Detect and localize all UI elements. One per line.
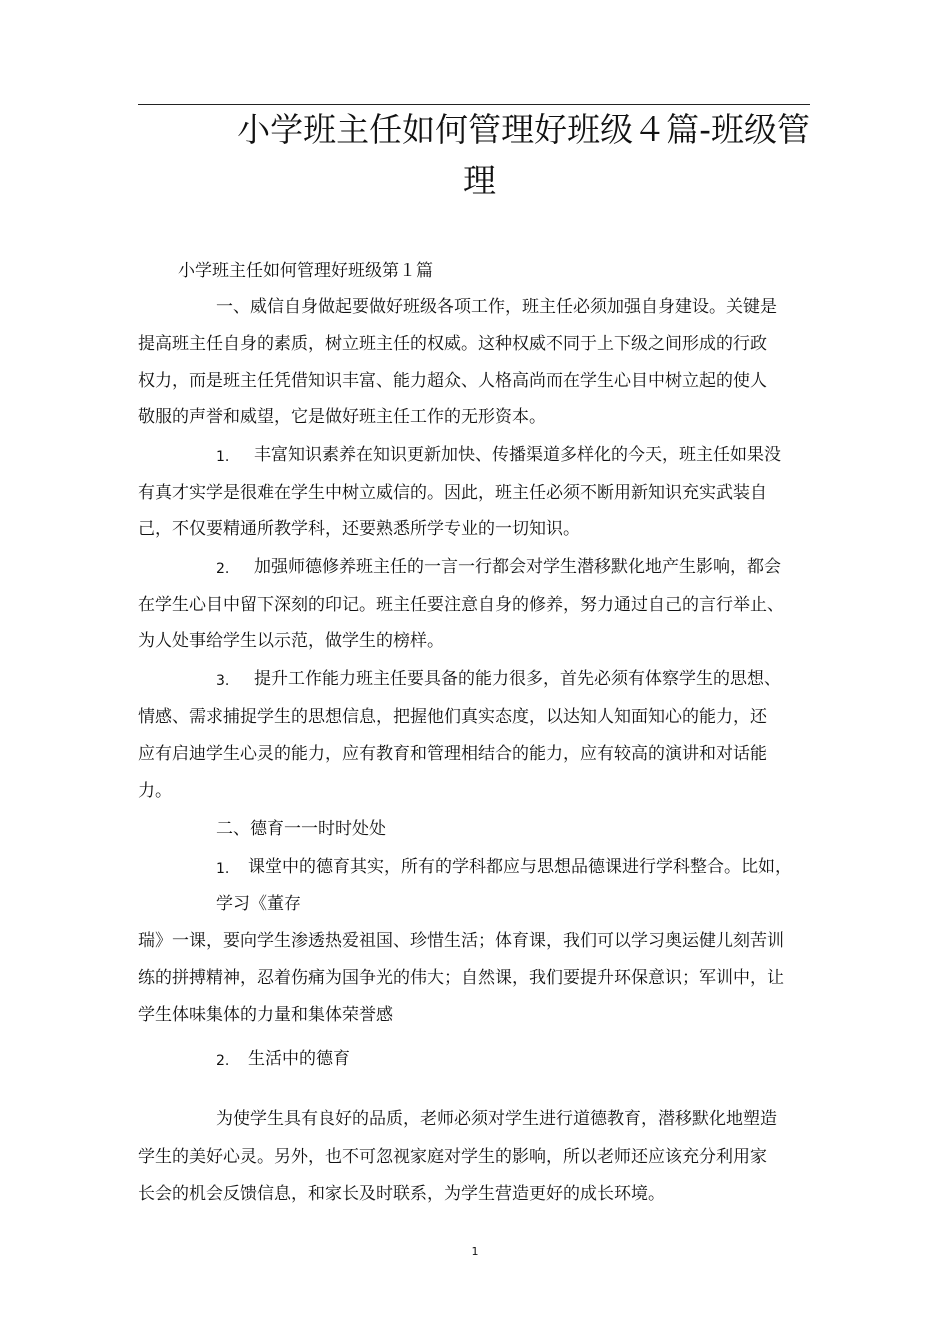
paragraph-line: 为使学生具有良好的品质，老师必须对学生进行道德教育，潜移默化地塑造	[216, 1109, 777, 1129]
list-number: 2.	[216, 561, 230, 577]
list-item-line: 丰富知识素养在知识更新加快、传播渠道多样化的今天，班主任如果没	[254, 445, 781, 465]
list-item-line: 生活中的德育	[248, 1049, 350, 1069]
document-title: 小学班主任如何管理好班级４篇-班级管	[237, 110, 810, 149]
list-item-line: 提升工作能力班主任要具备的能力很多，首先必须有体察学生的思想、	[254, 669, 781, 689]
page-number: 1	[471, 1245, 479, 1258]
document-title-continued: 理	[463, 161, 496, 200]
paragraph-line: 提高班主任自身的素质，树立班主任的权威。这种权威不同于上下级之间形成的行政	[138, 334, 767, 354]
list-item-line: 己，不仅要精通所教学科，还要熟悉所学专业的一切知识。	[138, 519, 580, 539]
list-item-line: 学生体味集体的力量和集体荣誉感	[138, 1005, 393, 1025]
list-item-line: 应有启迪学生心灵的能力，应有教育和管理相结合的能力，应有较高的演讲和对话能	[138, 744, 767, 764]
list-item-line: 情感、需求捕捉学生的思想信息，把握他们真实态度，以达知人知面知心的能力，还	[138, 707, 767, 727]
list-item-line: 瑞》一课，要向学生渗透热爱祖国、珍惜生活；体育课，我们可以学习奥运健儿刻苦训	[138, 931, 784, 951]
list-item-line: 在学生心目中留下深刻的印记。班主任要注意自身的修养，努力通过自己的言行举止、	[138, 595, 784, 615]
list-number: 2.	[216, 1053, 230, 1069]
section-heading: 二、德育一一时时处处	[216, 819, 386, 839]
list-number: 1.	[216, 449, 230, 465]
paragraph-line: 权力，而是班主任凭借知识丰富、能力超众、人格高尚而在学生心目中树立起的使人	[138, 371, 767, 391]
list-item-line: 练的拼搏精神，忍着伤痛为国争光的伟大；自然课，我们要提升环保意识；军训中，让	[138, 968, 784, 988]
subheading: 小学班主任如何管理好班级第１篇	[178, 261, 433, 281]
list-item-line: 有真才实学是很难在学生中树立威信的。因此，班主任必须不断用新知识充实武装自	[138, 483, 767, 503]
list-number: 1.	[216, 861, 230, 877]
paragraph-line: 敬服的声誉和威望，它是做好班主任工作的无形资本。	[138, 407, 546, 427]
list-number: 3.	[216, 673, 230, 689]
list-item-line: 为人处事给学生以示范，做学生的榜样。	[138, 631, 444, 651]
list-item-line: 加强师德修养班主任的一言一行都会对学生潜移默化地产生影响，都会	[254, 557, 781, 577]
paragraph-line: 学生的美好心灵。另外，也不可忽视家庭对学生的影响，所以老师还应该充分利用家	[138, 1147, 767, 1167]
list-item-line: 课堂中的德育其实，所有的学科都应与思想品德课进行学科整合。比如，	[248, 857, 792, 877]
list-item-line: 学习《董存	[216, 894, 301, 914]
paragraph-line: 长会的机会反馈信息，和家长及时联系，为学生营造更好的成长环境。	[138, 1184, 665, 1204]
list-item-line: 力。	[138, 781, 172, 801]
paragraph-line: 一、威信自身做起要做好班级各项工作，班主任必须加强自身建设。关键是	[216, 297, 777, 317]
header-rule	[138, 104, 810, 105]
